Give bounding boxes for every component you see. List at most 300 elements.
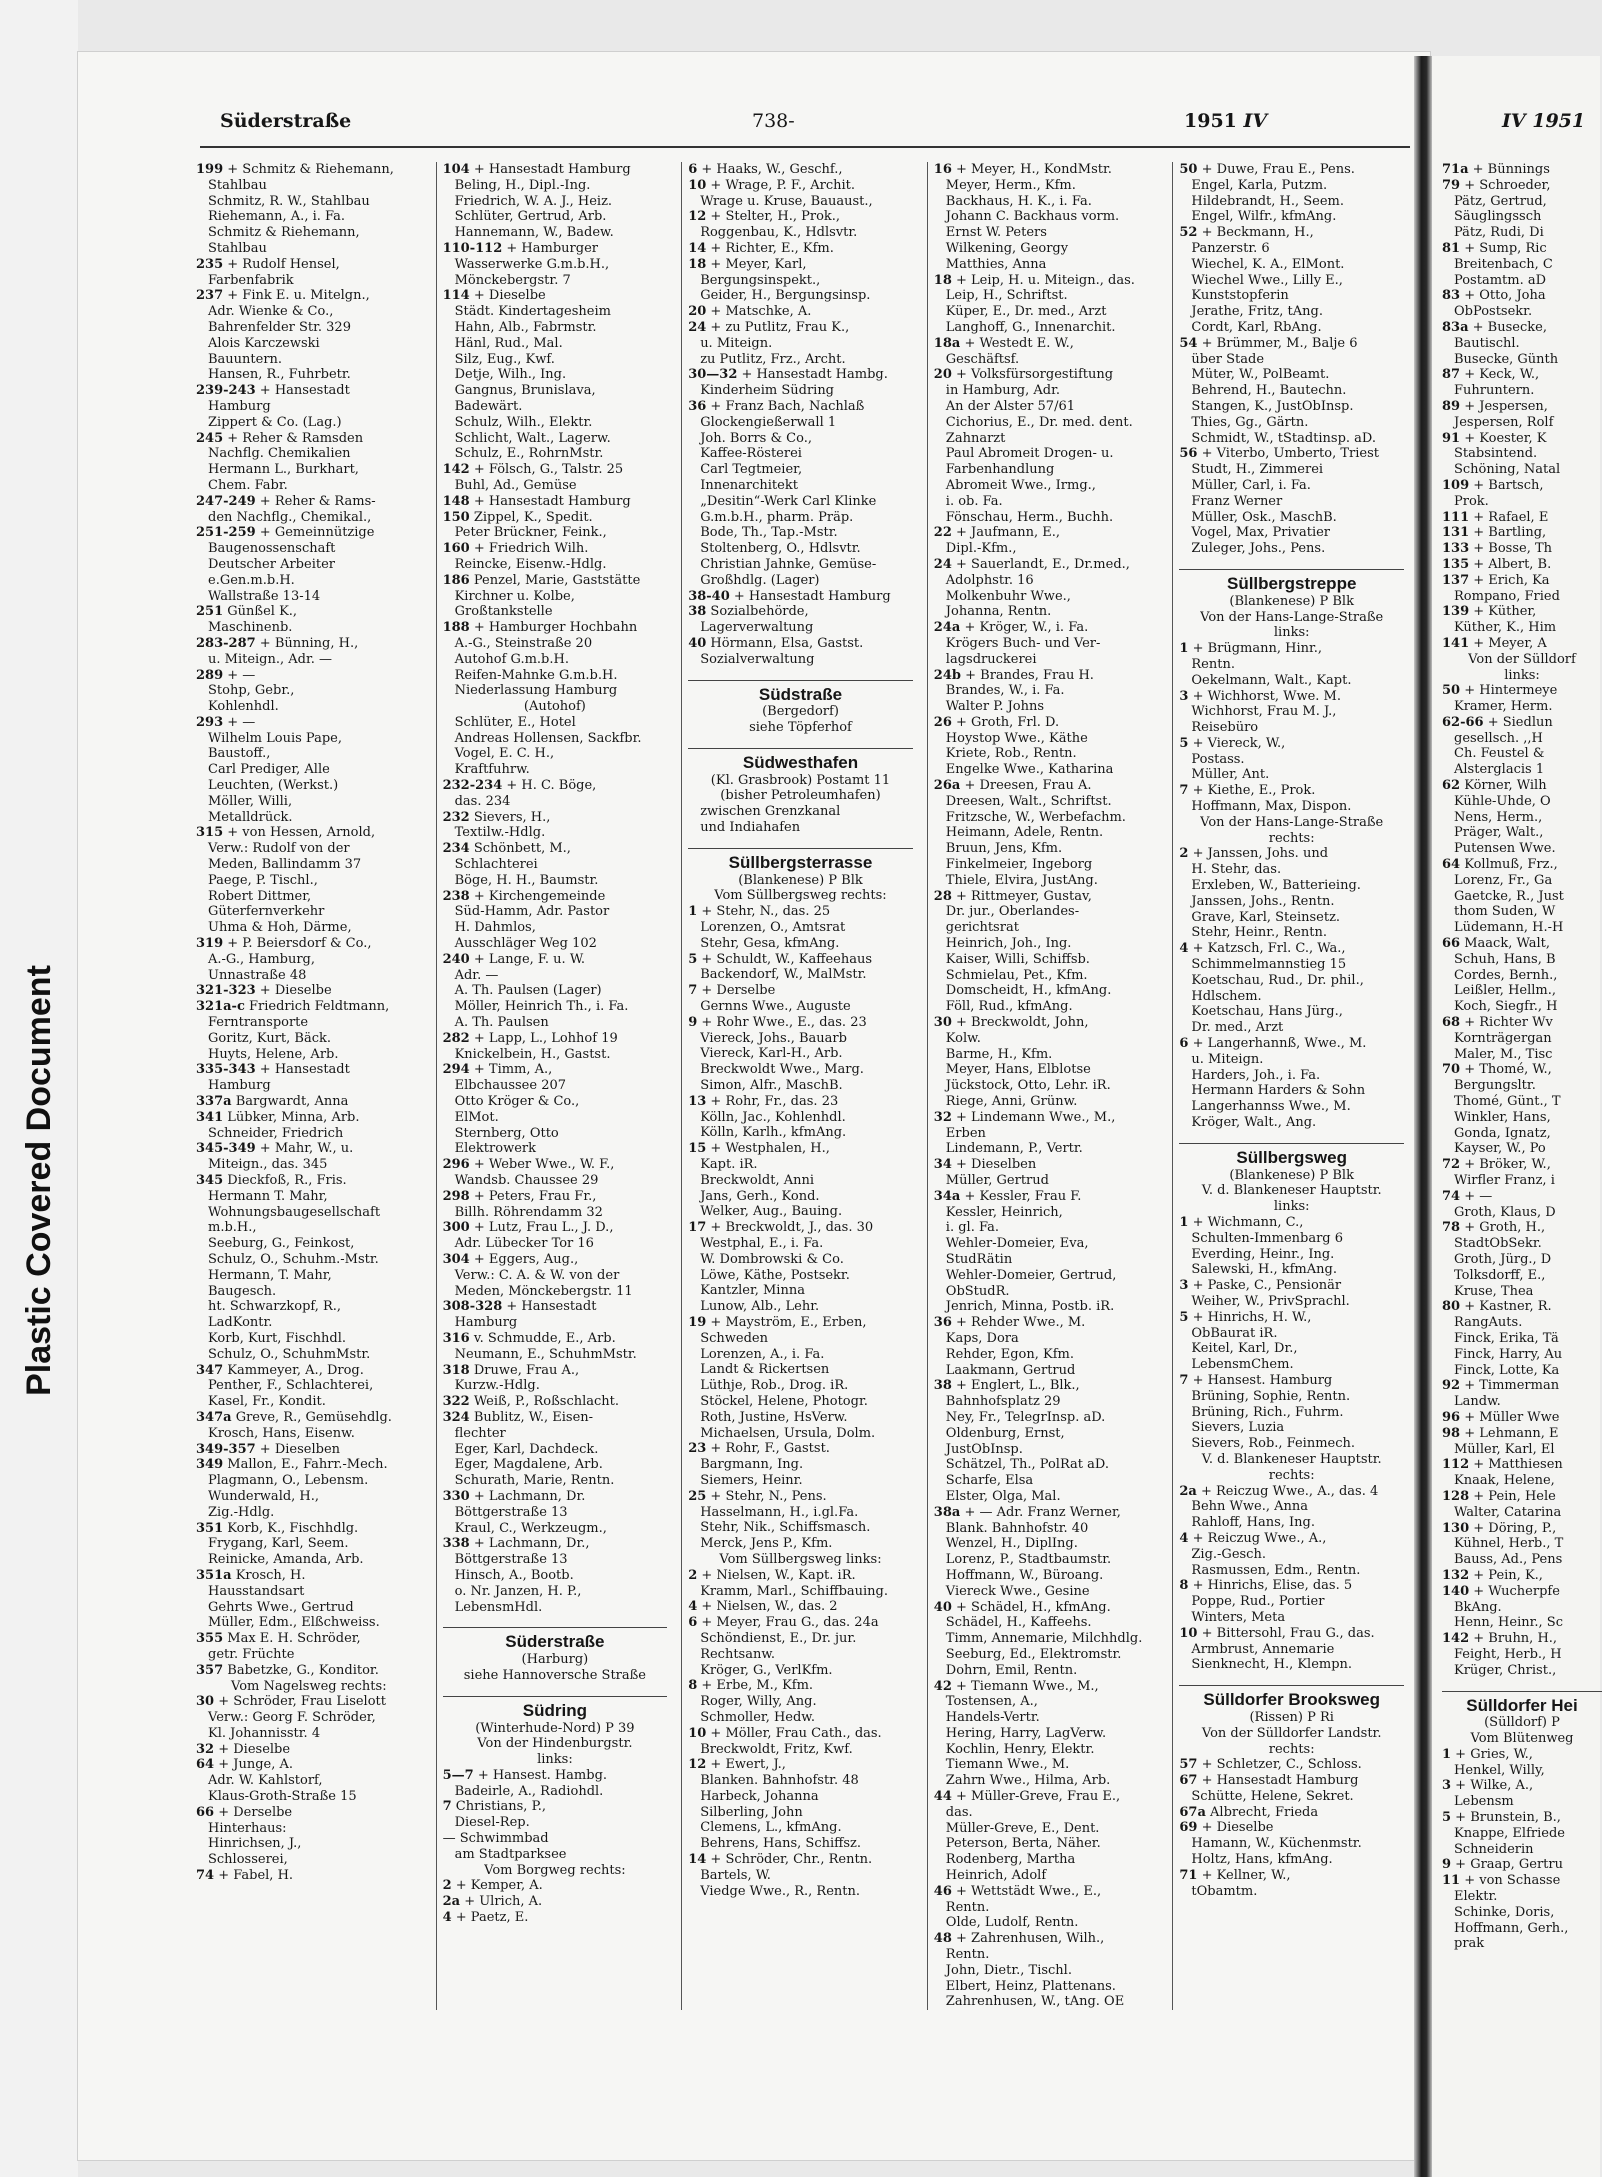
resident-line: Cordt, Karl, RbAng. <box>1191 319 1322 335</box>
house-entry: 316 v. Schmudde, E., Arb. <box>442 1330 616 1346</box>
section-note: rechts: <box>1268 1741 1315 1757</box>
resident-line: Kasel, Fr., Kondit. <box>208 1394 326 1410</box>
section-note: Von der Hindenburgstr. <box>477 1736 633 1752</box>
resident-line: Heimann, Adele, Rentn. <box>945 825 1104 841</box>
resident-line: Kramer, Herm. <box>1454 699 1553 715</box>
house-number: 199 <box>196 162 224 177</box>
resident-line: i. gl. Fa. <box>945 1220 999 1236</box>
house-entry: 42 + Tiemann Wwe., M., <box>933 1678 1099 1694</box>
resident-line: Wasserwerke G.m.b.H., <box>454 256 610 272</box>
resident-line: Müller, Ant. <box>1191 767 1270 783</box>
resident-line: JustObInsp. <box>945 1441 1023 1457</box>
house-number: 79 <box>1442 177 1461 193</box>
house-number: 25 <box>688 1488 707 1504</box>
house-entry: 67 + Hansestadt Hamburg <box>1179 1773 1359 1789</box>
resident-line: Kölln, Karlh., kfmAng. <box>700 1125 847 1141</box>
resident-line: Kröger, Walt., Ang. <box>1191 1115 1317 1131</box>
resident-line: Schuh, Hans, B <box>1454 951 1556 967</box>
resident-line: Panzerstr. 6 <box>1191 240 1270 256</box>
section-note: links: <box>537 1752 573 1768</box>
resident-line: Engelke Wwe., Katharina <box>945 762 1114 778</box>
resident-line: Verw.: Rudolf von der <box>208 841 350 857</box>
resident-line: Finck, Harry, Au <box>1454 1346 1563 1362</box>
house-entry: 3 + Wilke, A., <box>1442 1778 1534 1794</box>
resident-line: Glockengießerwall 1 <box>700 414 837 430</box>
resident-line: Stoltenberg, O., Hdlsvtr. <box>700 541 861 557</box>
house-entry: 293 + — <box>196 714 256 730</box>
resident-line: Lorenz, Fr., Ga <box>1454 872 1553 888</box>
house-number: 62-66 <box>1442 714 1484 730</box>
resident-line: Kröger, G., VerlKfm. <box>700 1662 833 1678</box>
house-entry: 69 + Dieselbe <box>1179 1820 1274 1836</box>
house-number: 128 <box>1442 1488 1470 1504</box>
resident-line: Franz Werner <box>1191 493 1283 509</box>
resident-line: Jespersen, Rolf <box>1454 414 1554 430</box>
house-entry: 34a + Kessler, Frau F. <box>933 1188 1082 1204</box>
section-note: (Rissen) P Ri <box>1249 1709 1334 1725</box>
resident-line: Schulz, Wilh., Elektr. <box>454 414 593 430</box>
section-note: Vom Borgweg rechts: <box>484 1862 626 1878</box>
house-entry: 347a Greve, R., Gemüsehdlg. <box>196 1409 392 1425</box>
resident-line: Nens, Herm., <box>1454 809 1543 825</box>
house-entry: 18 + Leip, H. u. Miteign., das. <box>933 272 1135 288</box>
resident-line: Metalldrück. <box>208 809 293 825</box>
resident-line: Zippert & Co. (Lag.) <box>208 414 342 430</box>
house-number: 4 <box>688 1599 698 1615</box>
resident-line: Wandsb. Chaussee 29 <box>454 1173 599 1188</box>
resident-line: u. Miteign. <box>1191 1051 1264 1067</box>
house-number: 5 <box>688 951 698 967</box>
resident-line: Leuchten, (Werkst.) <box>208 778 339 794</box>
resident-line: Roggenbau, K., Hdlsvtr. <box>700 225 858 241</box>
house-entry: 22 + Jaufmann, E., <box>933 525 1061 541</box>
house-number: 347a <box>196 1409 232 1425</box>
resident-line: H. Dahmlos, <box>454 920 536 936</box>
resident-line: Rentn. <box>945 1947 990 1963</box>
house-entry: 110-112 + Hamburger <box>442 240 598 256</box>
resident-line: Walter, Catarina <box>1454 1504 1562 1520</box>
resident-line: Groth, Jürg., D <box>1454 1251 1552 1267</box>
house-entry: 234 Schönbett, M., <box>442 841 571 857</box>
house-entry: 38a + — Adr. Franz Werner, <box>933 1504 1121 1520</box>
resident-line: Kochlin, Henry, Elektr. <box>945 1741 1095 1757</box>
house-number: 234 <box>442 841 470 857</box>
resident-line: Beling, H., Dipl.-Ing. <box>454 177 591 193</box>
resident-line: Bahrenfelder Str. 329 <box>208 319 351 335</box>
house-number: 36 <box>688 398 707 414</box>
resident-line: Wiechel Wwe., Lilly E., <box>1191 272 1343 288</box>
house-entry: — Schwimmbad <box>442 1831 549 1847</box>
resident-line: Friedrich, W. A. J., Heiz. <box>454 193 613 209</box>
house-entry: 133 + Bosse, Th <box>1442 541 1553 557</box>
house-entry: 57 + Schletzer, C., Schloss. <box>1179 1757 1362 1773</box>
section-note: Vom Süllbergsweg links: <box>719 1551 882 1567</box>
house-number: 232-234 <box>442 778 503 794</box>
resident-line: Thomé, Günt., T <box>1454 1094 1561 1110</box>
house-number: 238 <box>442 888 470 904</box>
resident-line: Kayser, W., Po <box>1454 1141 1546 1157</box>
house-entry: 26a + Dreesen, Frau A. <box>933 778 1092 794</box>
section-note: (Harburg) <box>521 1652 589 1668</box>
resident-line: Uhma & Hoh, Därme, <box>208 920 352 936</box>
house-entry: 338 + Lachmann, Dr., <box>442 1536 590 1552</box>
resident-line: Kolw. <box>945 1030 981 1046</box>
resident-line: Buhl, Ad., Gemüse <box>454 477 577 493</box>
house-entry: 7 + Kiethe, E., Prok. <box>1179 783 1316 799</box>
resident-line: Bahnhofsplatz 29 <box>945 1394 1061 1410</box>
resident-line: LadKontr. <box>208 1315 273 1331</box>
resident-line: Dr. med., Arzt <box>1191 1020 1284 1036</box>
house-number: 44 <box>933 1789 952 1805</box>
house-entry: 10 + Wrage, P. F., Archit. <box>688 177 856 193</box>
resident-line: Fritzsche, W., Werbefachm. <box>945 809 1126 825</box>
house-number: 81 <box>1442 240 1461 256</box>
house-number: 20 <box>933 367 952 383</box>
house-number: 345-349 <box>196 1141 256 1157</box>
house-entry: 296 + Weber Wwe., W. F., <box>442 1157 615 1173</box>
resident-line: Hasselmann, H., i.gl.Fa. <box>700 1504 859 1520</box>
resident-line: Matthies, Anna <box>945 256 1047 272</box>
resident-line: Krögers Buch- und Ver- <box>945 635 1101 651</box>
street-heading: Süllbergstreppe <box>1179 569 1404 592</box>
house-entry: 72 + Bröker, W., <box>1442 1157 1551 1173</box>
resident-line: Koch, Siegfr., H <box>1454 999 1558 1015</box>
house-number: 24a <box>933 620 961 636</box>
house-number: 1 <box>1179 1215 1189 1230</box>
house-number: 7 <box>1179 783 1189 799</box>
resident-line: Finck, Lotte, Ka <box>1454 1362 1560 1378</box>
resident-line: Rasmussen, Edm., Rentn. <box>1191 1562 1361 1578</box>
house-entry: 199 + Schmitz & Riehemann, <box>196 162 394 177</box>
house-number: 5 <box>1442 1810 1452 1826</box>
resident-line: den Nachflg., Chemikal., <box>208 509 372 525</box>
resident-line: Holtz, Hans, kfmAng. <box>1191 1852 1333 1868</box>
section-note: (Sülldorf) P <box>1484 1715 1560 1731</box>
house-entry: 83 + Otto, Joha <box>1442 288 1546 304</box>
resident-line: Bauuntern. <box>208 351 283 367</box>
resident-line: in Hamburg, Adr. <box>945 383 1060 399</box>
house-number: 3 <box>1179 1278 1189 1294</box>
resident-line: Schneiderin <box>1454 1841 1534 1857</box>
resident-line: Dohrn, Emil, Rentn. <box>945 1662 1078 1678</box>
resident-line: Schädel, H., Kaffeehs. <box>945 1615 1092 1631</box>
resident-line: Böge, H. H., Baumstr. <box>454 872 599 888</box>
resident-line: Langhoff, G., Innenarchit. <box>945 319 1116 335</box>
resident-line: Wilkening, Georgy <box>945 240 1069 256</box>
facing-page-column <box>1442 162 1602 1952</box>
house-entry: 8 + Hinrichs, Elise, das. 5 <box>1179 1578 1353 1594</box>
house-number: 130 <box>1442 1520 1470 1536</box>
house-number: 32 <box>933 1109 952 1125</box>
section-note: (Blankenese) P Blk <box>1229 593 1354 609</box>
resident-line: Kl. Johannisstr. 4 <box>208 1725 321 1741</box>
resident-line: Kaffee-Rösterei <box>700 446 802 462</box>
resident-line: Henkel, Willy, <box>1454 1762 1545 1778</box>
section-note: Von der Hans-Lange-Straße <box>1200 609 1384 625</box>
resident-line: Kraul, C., Werkzeugm., <box>454 1520 607 1536</box>
resident-line: BkAng. <box>1454 1599 1502 1615</box>
house-number: 296 <box>442 1157 470 1173</box>
house-entry: 251 Günßel K., <box>196 604 298 620</box>
house-entry: 9 + Graap, Gertru <box>1442 1857 1563 1873</box>
house-number: 308-328 <box>442 1299 503 1315</box>
house-number: 10 <box>688 177 707 193</box>
house-entry: 48 + Zahrenhusen, Wilh., <box>933 1931 1105 1947</box>
facing-page <box>1432 56 1600 2177</box>
house-entry: 5 + Schuldt, W., Kaffeehaus <box>688 951 873 967</box>
resident-line: Roth, Justine, HsVerw. <box>700 1409 848 1425</box>
resident-line: Viedge Wwe., R., Rentn. <box>700 1883 861 1899</box>
house-entry: 341 Lübker, Minna, Arb. <box>196 1109 360 1125</box>
resident-line: Simon, Alfr., MaschB. <box>700 1078 843 1094</box>
resident-line: Kinderheim Südring <box>700 383 835 399</box>
resident-line: ObPostsekr. <box>1454 304 1533 320</box>
resident-line: Maler, M., Tisc <box>1454 1046 1553 1062</box>
resident-line: Schulz, O., Schuhm.-Mstr. <box>208 1251 379 1267</box>
facing-page-header: IV 1951 <box>1502 110 1586 132</box>
resident-line: Prok. <box>1454 493 1489 509</box>
resident-line: Schlüter, E., Hotel <box>454 714 576 730</box>
resident-line: Thies, Gg., Gärtn. <box>1191 414 1309 430</box>
house-number: 64 <box>1442 857 1461 873</box>
resident-line: Reinicke, Amanda, Arb. <box>208 1552 364 1568</box>
house-number: 150 <box>442 509 470 525</box>
house-entry: 18 + Meyer, Karl, <box>688 256 807 272</box>
house-entry: 10 + Möller, Frau Cath., das. <box>688 1725 882 1741</box>
house-number: 341 <box>196 1109 224 1125</box>
resident-line: Barme, H., Kfm. <box>945 1046 1053 1062</box>
house-entry: 20 + Matschke, A. <box>688 304 812 320</box>
house-number: 30 <box>933 1015 952 1031</box>
house-number: 245 <box>196 430 224 446</box>
page-number: 738- <box>752 110 795 132</box>
resident-line: Löwe, Käthe, Postsekr. <box>700 1267 850 1283</box>
house-number: 78 <box>1442 1220 1461 1236</box>
house-number: 92 <box>1442 1378 1461 1394</box>
house-entry: 349 Mallon, E., Fahrr.-Mech. <box>196 1457 388 1473</box>
house-number: 38-40 <box>688 588 730 604</box>
house-entry: 6 + Haaks, W., Geschf., <box>688 162 843 177</box>
resident-line: Stangen, K., JustObInsp. <box>1191 398 1354 414</box>
house-number: 67a <box>1179 1804 1206 1820</box>
house-number: 38 <box>933 1378 952 1394</box>
resident-line: Bautischl. <box>1454 335 1520 351</box>
house-entry: 330 + Lachmann, Dr. <box>442 1488 586 1504</box>
house-entry: 44 + Müller-Greve, Frau E., <box>933 1789 1121 1805</box>
resident-line: Oekelmann, Walt., Kapt. <box>1191 672 1352 688</box>
house-entry: 141 + Meyer, A <box>1442 635 1547 651</box>
house-entry: 7 + Hansest. Hamburg <box>1179 1372 1333 1388</box>
resident-line: Peter Brückner, Feink., <box>454 525 607 541</box>
resident-line: ObBaurat iR. <box>1191 1325 1278 1341</box>
resident-line: Bergungsinspekt., <box>700 272 821 288</box>
house-entry: 232 Sievers, H., <box>442 809 551 825</box>
house-number: 251 <box>196 604 224 620</box>
house-number: 137 <box>1442 572 1470 588</box>
resident-line: Schöning, Natal <box>1454 462 1561 478</box>
resident-line: am Stadtparksee <box>454 1846 567 1862</box>
resident-line: Paul Abromeit Drogen- u. <box>945 446 1114 462</box>
resident-line: Hänl, Rud., Mal. <box>454 335 563 351</box>
resident-line: Seeburg, G., Feinkost, <box>208 1236 355 1252</box>
resident-line: LebensmHdl. <box>454 1599 543 1615</box>
house-entry: 20 + Volksfürsorgestiftung <box>933 367 1114 383</box>
resident-line: Knaak, Helene, <box>1454 1473 1555 1489</box>
resident-line: Städt. Kindertagesheim <box>454 304 611 320</box>
resident-line: Riehemann, A., i. Fa. <box>208 209 346 225</box>
section-note: (Blankenese) P Blk <box>1229 1167 1354 1183</box>
resident-line: Lunow, Alb., Lehr. <box>700 1299 820 1315</box>
resident-line: G.m.b.H., pharm. Präp. <box>700 509 854 525</box>
house-number: 283-287 <box>196 635 256 651</box>
resident-line: Groth, Klaus, D <box>1454 1204 1556 1220</box>
house-entry: 67a Albrecht, Frieda <box>1179 1804 1319 1820</box>
house-number: 109 <box>1442 477 1470 493</box>
resident-line: Hermann T. Mahr, <box>208 1188 328 1204</box>
house-entry: 349-357 + Dieselben <box>196 1441 341 1457</box>
house-entry: 247-249 + Reher & Rams- <box>196 493 376 509</box>
house-number: 17 <box>688 1220 707 1236</box>
resident-line: Kantzler, Minna <box>700 1283 805 1299</box>
resident-line: Baustoff., <box>208 746 271 762</box>
resident-line: Kurzw.-Hdlg. <box>454 1378 540 1394</box>
house-number: 9 <box>688 1014 698 1030</box>
resident-line: Müller, Gertrud <box>945 1173 1049 1188</box>
house-entry: 80 + Kastner, R. <box>1442 1299 1552 1315</box>
resident-line: Kornträgergan <box>1454 1030 1552 1046</box>
resident-line: Krosch, Hans, Eisenw. <box>208 1425 355 1441</box>
column-4 <box>927 162 1165 2010</box>
resident-line: Kaps, Dora <box>945 1330 1019 1346</box>
resident-line: Kirchner u. Kolbe, <box>454 588 575 604</box>
resident-line: Hansen, R., Fuhrbetr. <box>208 367 351 383</box>
house-entry: 96 + Müller Wwe <box>1442 1409 1560 1425</box>
resident-line: Harbeck, Johanna <box>700 1788 819 1804</box>
resident-line: Rentn. <box>1191 656 1235 672</box>
house-number: 46 <box>933 1883 952 1899</box>
house-entry: 38 + Englert, L., Blk., <box>933 1378 1080 1394</box>
house-entry: 245 + Reher & Ramsden <box>196 430 364 446</box>
house-number: 316 <box>442 1330 470 1346</box>
resident-line: Huyts, Helene, Arb. <box>208 1046 339 1062</box>
house-entry: 2 + Kemper, A. <box>442 1878 543 1894</box>
resident-line: Plagmann, O., Lebensm. <box>208 1473 369 1489</box>
plastic-cover-label <box>0 900 78 1460</box>
house-entry: 2a + Ulrich, A. <box>442 1894 543 1910</box>
resident-line: Schlachterei <box>454 857 538 873</box>
resident-line: Clemens, L., kfmAng. <box>700 1820 842 1836</box>
resident-line: Wallstraße 13-14 <box>208 588 321 604</box>
resident-line: Feight, Herb., H <box>1454 1646 1562 1662</box>
section-note: rechts: <box>1268 830 1315 846</box>
resident-line: Hoffmann, Gerh., <box>1454 1920 1569 1936</box>
resident-line: Salewski, H., kfmAng. <box>1191 1262 1337 1278</box>
house-entry: 18a + Westedt E. W., <box>933 335 1074 351</box>
house-number: 318 <box>442 1362 470 1378</box>
house-number: 2a <box>442 1894 461 1910</box>
resident-line: Elektrowerk <box>454 1141 536 1157</box>
resident-line: Lüthje, Rob., Drog. iR. <box>700 1378 849 1394</box>
resident-line: Breckwoldt Wwe., Marg. <box>700 1062 864 1078</box>
house-number: 23 <box>688 1441 707 1457</box>
resident-line: Welker, Aug., Bauing. <box>700 1204 843 1220</box>
house-number: 69 <box>1179 1820 1198 1836</box>
house-entry: 345 Dieckfoß, R., Fris. <box>196 1173 347 1188</box>
resident-line: Erxleben, W., Batterieing. <box>1191 878 1361 894</box>
house-number: 67 <box>1179 1773 1198 1789</box>
resident-line: Geschäftsf. <box>945 351 1020 367</box>
house-number: 74 <box>1442 1188 1461 1204</box>
house-entry: 351 Korb, K., Fischhdlg. <box>196 1520 359 1536</box>
house-number: 5—7 <box>442 1767 474 1783</box>
house-entry: 1 + Stehr, N., das. 25 <box>688 904 831 920</box>
house-number: 140 <box>1442 1583 1470 1599</box>
resident-line: Stehr, Nik., Schiffsmasch. <box>700 1520 871 1536</box>
resident-line: Pätz, Rudi, Di <box>1454 225 1544 241</box>
resident-line: gerichtsrat <box>945 920 1019 936</box>
house-number: 36 <box>933 1315 952 1331</box>
resident-line: Viereck Wwe., Gesine <box>945 1583 1090 1599</box>
resident-line: Kruse, Thea <box>1454 1283 1534 1299</box>
resident-line: Tolksdorff, E., <box>1454 1267 1546 1283</box>
resident-line: Müller, Osk., MaschB. <box>1191 509 1337 525</box>
house-number: 132 <box>1442 1567 1470 1583</box>
resident-line: Müller, Karl, El <box>1454 1441 1555 1457</box>
street-heading: Süllbergsterrasse <box>688 848 913 871</box>
resident-line: flechter <box>454 1425 506 1441</box>
directory-columns <box>190 162 1410 2010</box>
house-number: 12 <box>688 1757 707 1773</box>
house-entry: 347 Kammeyer, A., Drog. <box>196 1362 364 1378</box>
resident-line: Schneider, Friedrich <box>208 1125 344 1141</box>
resident-line: getr. Früchte <box>208 1646 295 1662</box>
house-entry: 87 + Keck, W., <box>1442 367 1540 383</box>
house-entry: 186 Penzel, Marie, Gaststätte <box>442 572 641 588</box>
resident-line: Vogel, E. C. H., <box>454 746 555 762</box>
house-number: 16 <box>933 162 952 177</box>
house-entry: 78 + Groth, H., <box>1442 1220 1546 1236</box>
resident-line: gesellsch. ,,H <box>1454 730 1543 746</box>
house-entry: 131 + Bartling, <box>1442 525 1547 541</box>
house-entry: 235 + Rudolf Hensel, <box>196 256 340 272</box>
resident-line: Adr. — <box>454 967 499 983</box>
house-number: 351a <box>196 1567 232 1583</box>
resident-line: Westphal, E., i. Fa. <box>700 1236 824 1251</box>
house-entry: 36 + Rehder Wwe., M. <box>933 1315 1086 1331</box>
section-note: V. d. Blankeneser Hauptstr. <box>1201 1183 1382 1199</box>
resident-line: Rechtsanw. <box>700 1646 776 1662</box>
resident-line: Scharfe, Elsa <box>945 1473 1034 1489</box>
resident-line: lagsdruckerei <box>945 651 1037 667</box>
house-number: 282 <box>442 1030 470 1046</box>
resident-line: Landw. <box>1454 1394 1501 1410</box>
resident-line: Hannemann, W., Badew. <box>454 225 614 241</box>
resident-line: Rodenberg, Martha <box>945 1852 1076 1868</box>
house-number: 188 <box>442 620 470 636</box>
resident-line: Sievers, Luzia <box>1191 1420 1285 1436</box>
resident-line: W. Dombrowski & Co. <box>700 1251 844 1267</box>
section-note: siehe Hannoversche Straße <box>463 1667 647 1683</box>
house-entry: 40 + Schädel, H., kfmAng. <box>933 1599 1111 1615</box>
resident-line: Reifen-Mahnke G.m.b.H. <box>454 667 618 683</box>
house-number: 22 <box>933 525 952 541</box>
house-entry: 70 + Thomé, W., <box>1442 1062 1552 1078</box>
house-number: 148 <box>442 493 470 509</box>
house-entry: 104 + Hansestadt Hamburg <box>442 162 631 177</box>
resident-line: Laakmann, Gertrud <box>945 1362 1076 1378</box>
resident-line: Textilw.-Hdlg. <box>454 825 546 841</box>
resident-line: Hildebrandt, H., Seem. <box>1191 193 1345 209</box>
